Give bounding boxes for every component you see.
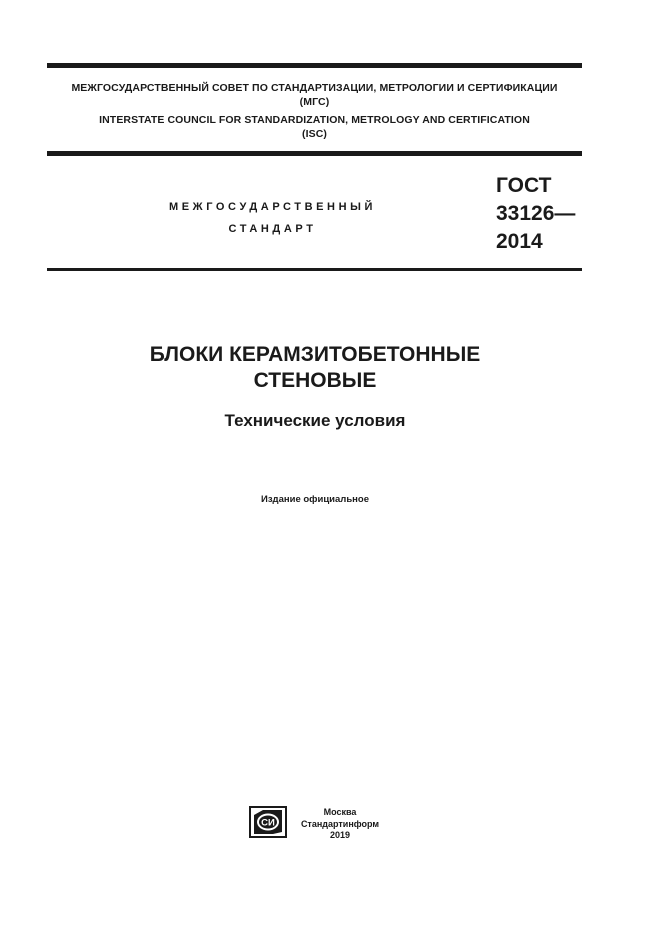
council-name-ru: МЕЖГОСУДАРСТВЕННЫЙ СОВЕТ ПО СТАНДАРТИЗАЦИИ, МЕТРОЛОГИИ И СЕРТИФИКАЦИИ xyxy=(71,82,558,94)
top-rule xyxy=(47,63,582,68)
standard-type-line2: СТАНДАРТ xyxy=(228,223,317,235)
council-abbr-ru: (МГС) xyxy=(299,96,330,108)
gost-code-year: 2014 xyxy=(496,230,543,253)
council-name-en: INTERSTATE COUNCIL FOR STANDARDIZATION, METROLOGY AND CERTIFICATION xyxy=(99,114,530,126)
gost-code-number: 33126— xyxy=(496,202,576,225)
publisher-info xyxy=(292,807,388,842)
document-title xyxy=(60,342,570,394)
logo-text: СИ xyxy=(261,817,275,829)
standartinform-logo-icon xyxy=(249,806,287,838)
bottom-rule xyxy=(47,268,582,271)
document-title-line1: БЛОКИ КЕРАМЗИТОБЕТОННЫЕ xyxy=(149,343,481,366)
publisher-year: 2019 xyxy=(329,830,351,840)
edition-note: Издание официальное xyxy=(261,494,369,505)
standard-type xyxy=(140,196,405,240)
standard-type-line1: МЕЖГОСУДАРСТВЕННЫЙ xyxy=(168,201,377,213)
standartinform-logo-graphic xyxy=(249,806,287,838)
council-abbr-en: (ISC) xyxy=(302,128,327,140)
middle-rule xyxy=(47,151,582,156)
publisher-name: Стандартинформ xyxy=(300,818,380,829)
gost-code-prefix: ГОСТ xyxy=(496,174,552,197)
document-title-line2: СТЕНОВЫЕ xyxy=(253,369,377,392)
gost-code xyxy=(496,172,575,256)
publisher-city: Москва xyxy=(323,807,357,817)
document-subtitle: Технические условия xyxy=(224,411,406,430)
